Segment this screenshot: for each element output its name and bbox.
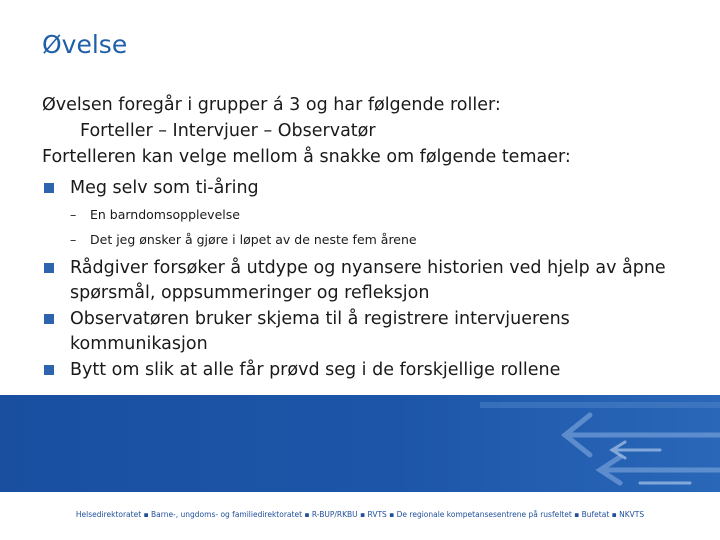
intro-line-1: Øvelsen foregår i grupper á 3 og har følgende roller: (42, 95, 501, 115)
footer-partners: Helsedirektoratet ▪ Barne-, ungdoms- og familiedirektoratet ▪ R-BUP/RKBU ▪ RVTS ▪ De regionale kompetansesentrene på rusfeltet ▪ Bufetat ▪ NKVTS (75, 510, 645, 519)
dash-bullet: – (70, 207, 77, 222)
square-bullet-icon (44, 314, 54, 324)
square-bullet-icon (44, 183, 54, 193)
bullet-text: Observatøren bruker skjema til å registrere intervjuerens kommunikasjon (70, 309, 570, 354)
sub-bullet-item (70, 207, 240, 222)
blue-banner (0, 395, 720, 492)
bullet-text: Bytt om slik at alle får prøvd seg i de forskjellige rollene (70, 360, 561, 380)
bullet-text: Rådgiver forsøker å utdype og nyansere historien ved hjelp av åpne spørsmål, oppsummeringer og refleksjon (70, 258, 666, 303)
square-bullet-icon (44, 365, 54, 375)
bullet-text: Meg selv som ti-åring (70, 178, 259, 198)
sub-bullet-text: Det jeg ønsker å gjøre i løpet av de neste fem årene (90, 232, 417, 247)
square-bullet-icon (44, 263, 54, 273)
slide-title: Øvelse (42, 30, 128, 59)
sub-bullet-item (70, 232, 417, 247)
intro-line-3: Fortelleren kan velge mellom å snakke om følgende temaer: (42, 147, 571, 167)
dash-bullet: – (70, 232, 77, 247)
arrows-graphic-icon (0, 395, 720, 492)
intro-line-2: Forteller – Intervjuer – Observatør (80, 121, 376, 141)
sub-bullet-text: En barndomsopplevelse (90, 207, 240, 222)
